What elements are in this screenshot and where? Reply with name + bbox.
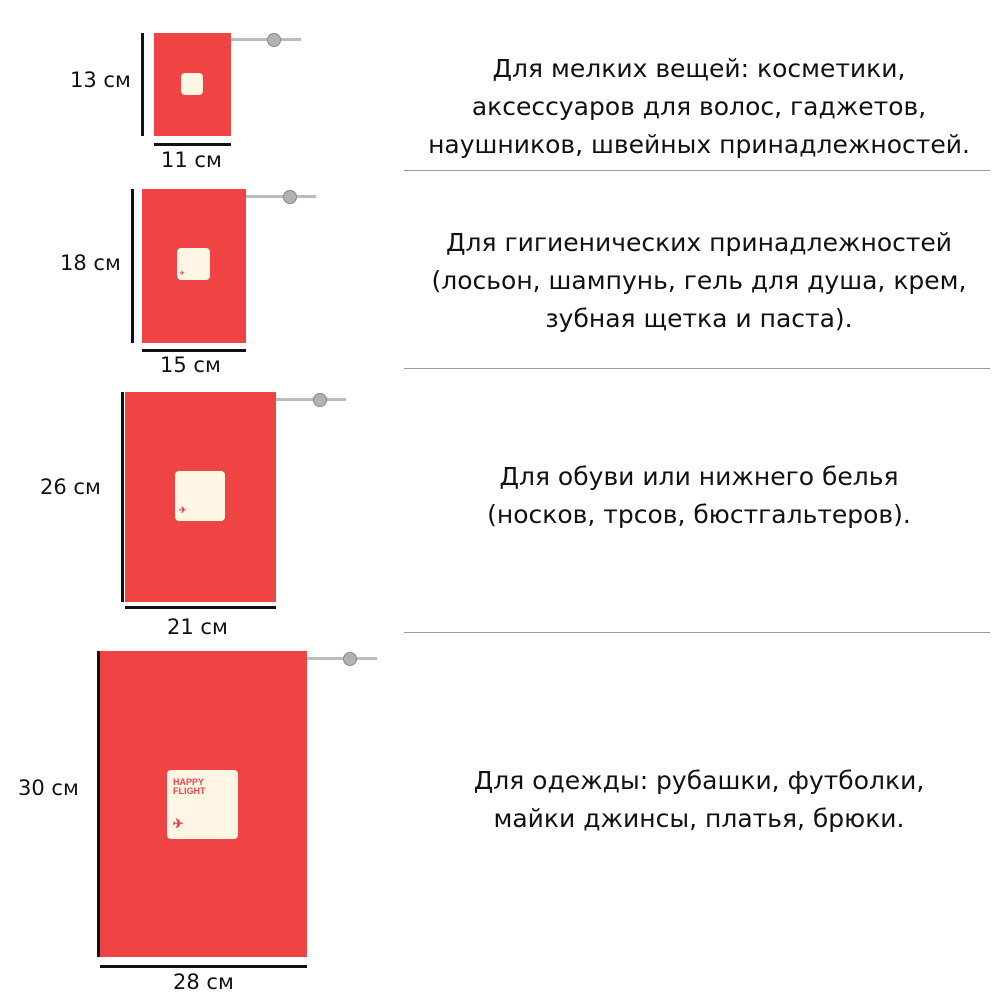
airplane-icon: ✈ bbox=[179, 270, 185, 277]
label-tag bbox=[181, 73, 203, 95]
label-tag bbox=[177, 248, 210, 280]
airplane-icon: ✈ bbox=[179, 505, 187, 515]
row-separator bbox=[404, 632, 990, 633]
width-dimension-line bbox=[142, 349, 246, 352]
width-dimension-line bbox=[100, 965, 307, 968]
cord-stopper-icon bbox=[343, 652, 357, 666]
item-description: Для гигиенических принадлежностей (лосьон, шампунь, гель для душа, крем, зубная щетка и паста). bbox=[431, 228, 967, 333]
height-dimension-line bbox=[121, 392, 124, 602]
row-separator bbox=[404, 368, 990, 369]
item-description: Для одежды: рубашки, футболки, майки джинсы, платья, брюки. bbox=[473, 766, 925, 833]
cord-stopper-icon bbox=[283, 190, 297, 204]
drawstring-cord bbox=[246, 195, 316, 198]
item-description: Для обуви или нижнего белья (носков, трсов, бюстгальтеров). bbox=[487, 462, 911, 529]
drawstring-cord bbox=[307, 657, 377, 660]
label-tag bbox=[167, 770, 238, 839]
drawstring-cord bbox=[276, 398, 346, 401]
cord-stopper-icon bbox=[267, 33, 281, 47]
width-label: 15 см bbox=[160, 353, 221, 377]
width-label: 28 см bbox=[173, 970, 234, 994]
height-dimension-line bbox=[141, 33, 144, 136]
width-label: 21 см bbox=[167, 615, 228, 639]
width-dimension-line bbox=[125, 606, 276, 609]
height-dimension-line bbox=[131, 189, 134, 343]
width-dimension-line bbox=[154, 143, 231, 146]
width-label: 11 см bbox=[161, 148, 222, 172]
label-tag bbox=[175, 471, 225, 521]
drawstring-cord bbox=[231, 38, 301, 41]
height-label: 26 см bbox=[40, 475, 101, 499]
cord-stopper-icon bbox=[313, 393, 327, 407]
tag-title: HAPPY FLIGHT bbox=[173, 777, 206, 796]
height-label: 30 см bbox=[18, 776, 79, 800]
row-separator bbox=[404, 170, 990, 171]
airplane-icon: ✈ bbox=[172, 816, 184, 832]
item-description: Для мелких вещей: косметики, аксессуаров для волос, гаджетов, наушников, швейных принадлежностей. bbox=[428, 54, 970, 159]
height-label: 13 см bbox=[70, 68, 131, 92]
height-label: 18 см bbox=[60, 251, 121, 275]
